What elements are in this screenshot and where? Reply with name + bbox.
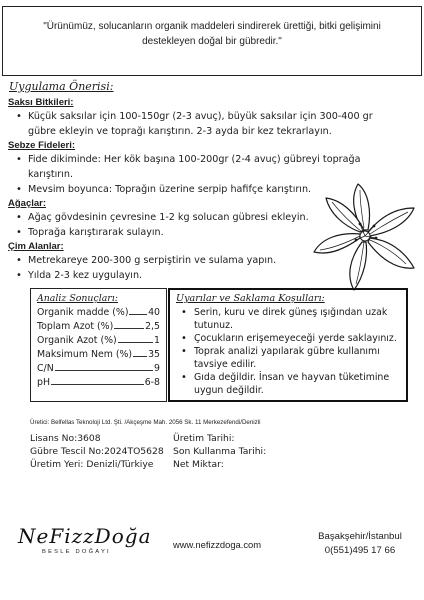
- warnings-box: [168, 288, 408, 402]
- list-item: • Toprak analizi yapılarak gübre kullanımı: [176, 345, 400, 358]
- analysis-value: 35: [148, 349, 160, 360]
- category-heading-trees: Ağaçlar:: [8, 198, 47, 209]
- list-item: • Küçük saksılar için 100-150gr (2-3 avuç), büyük saksılar için 300-400 gr: [8, 109, 420, 124]
- fertilizer-registration-number: Gübre Tescil No:2024TO5628: [30, 446, 164, 457]
- analysis-value: 2,5: [145, 321, 160, 332]
- analysis-title: Analiz Sonuçları:: [37, 293, 118, 304]
- list-item-continuation: tutunuz.: [194, 320, 234, 331]
- leader-line: [51, 384, 144, 385]
- list-item: • Çocukların erişemeyeceği yerde saklayınız.: [176, 332, 400, 345]
- phone-number: 0(551)495 17 66: [324, 545, 396, 556]
- category-heading-pots: Saksı Bitkileri:: [8, 97, 74, 108]
- leader-line: [133, 356, 147, 357]
- category-list-pots: [8, 109, 420, 124]
- analysis-row: [37, 362, 160, 376]
- list-item-continuation: karıştırın.: [28, 169, 74, 180]
- leader-line: [118, 342, 153, 343]
- list-item: • Yılda 2-3 kez uygulayın.: [8, 268, 420, 283]
- warnings-list-2: [176, 332, 400, 358]
- contact-info: [308, 530, 412, 558]
- analysis-label: pH: [37, 377, 51, 388]
- brand-tagline: BESLE DOĞAYI: [42, 549, 111, 555]
- list-item: • Serin, kuru ve direk güneş ışığından uzak: [176, 306, 400, 319]
- analysis-value: 1: [154, 335, 160, 346]
- flower-illustration-icon: [310, 180, 420, 292]
- analysis-row: [37, 348, 160, 362]
- registration-info: [30, 432, 164, 471]
- production-date-label: Üretim Tarihi:: [173, 433, 235, 444]
- license-number: Lisans No:3608: [30, 433, 101, 444]
- category-heading-lawns: Çim Alanlar:: [8, 241, 64, 252]
- list-item: • Gıda değildir. İnsan ve hayvan tüketimine: [176, 371, 400, 384]
- usage-title: Uygulama Önerisi:: [9, 80, 114, 93]
- analysis-row: [37, 306, 160, 320]
- analysis-value: 6-8: [144, 377, 160, 388]
- intro-quote-box: [2, 6, 422, 76]
- expiry-date-label: Son Kullanma Tarihi:: [173, 446, 267, 457]
- analysis-row: [37, 376, 160, 390]
- warnings-list-3: [176, 371, 400, 384]
- analysis-label: C/N: [37, 363, 54, 374]
- analysis-label: Maksimum Nem (%): [37, 349, 133, 360]
- leader-line: [114, 328, 144, 329]
- list-item: • Fide dikiminde: Her kök başına 100-200gr (2-4 avuç) gübreyi toprağa: [8, 152, 420, 167]
- intro-quote-line-2: destekleyen doğal bir gübredir.": [142, 36, 282, 47]
- list-item-continuation: uygun değildir.: [194, 385, 264, 396]
- leader-line: [129, 314, 147, 315]
- analysis-value: 9: [154, 363, 160, 374]
- category-list-seedlings: [8, 152, 420, 167]
- producer-info: Üretici: Belfellas Teknoloji Ltd. Şti. /Akçeşme Mah. 2056 Sk. 11 Merkezefendi/Denizli: [30, 419, 261, 426]
- production-place: Üretim Yeri: Denizli/Türkiye: [30, 459, 154, 470]
- analysis-results-box: [30, 288, 167, 402]
- list-item: • Ağaç gövdesinin çevresine 1-2 kg solucan gübresi ekleyin.: [8, 210, 420, 225]
- website-link[interactable]: www.nefizzdoga.com: [173, 539, 262, 550]
- analysis-label: Organik madde (%): [37, 307, 129, 318]
- date-info: [173, 432, 266, 471]
- category-heading-seedlings: Sebze Fideleri:: [8, 140, 76, 151]
- intro-quote-line-1: "Ürünümüz, solucanların organik maddeleri sindirerek ürettiği, bitki gelişimini: [43, 21, 381, 32]
- list-item: • Toprağa karıştırarak sulayın.: [8, 225, 420, 240]
- warnings-list: [176, 306, 400, 319]
- city: Başakşehir/İstanbul: [318, 531, 402, 542]
- brand-logo: [18, 524, 152, 557]
- list-item-continuation: tavsiye edilir.: [194, 359, 257, 370]
- net-amount-label: Net Miktar:: [173, 459, 224, 470]
- analysis-row: [37, 320, 160, 334]
- warnings-title: Uyarılar ve Saklama Koşulları:: [176, 293, 325, 304]
- list-item-continuation: gübre ekleyin ve toprağı karıştırın. 2-3 ayda bir kez tekrarlayın.: [28, 126, 332, 137]
- analysis-row: [37, 334, 160, 348]
- leader-line: [55, 370, 153, 371]
- analysis-value: 40: [148, 307, 160, 318]
- list-item: • Mevsim boyunca: Toprağın üzerine serpip hafifçe karıştırın.: [8, 182, 420, 197]
- analysis-label: Toplam Azot (%): [37, 321, 114, 332]
- brand-logo-text: NeFizzDoğa: [18, 524, 152, 548]
- analysis-label: Organik Azot (%): [37, 335, 117, 346]
- list-item: • Metrekareye 200-300 g serpiştirin ve sulama yapın.: [8, 253, 420, 268]
